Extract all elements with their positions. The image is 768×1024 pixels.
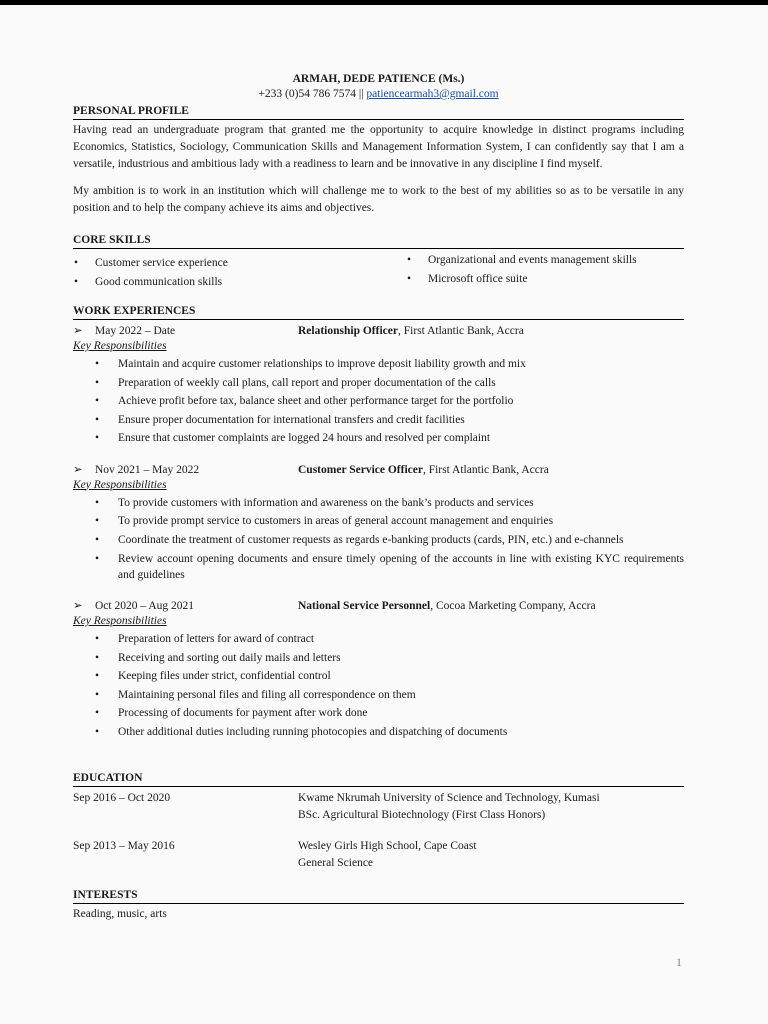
key-responsibilities-label: Key Responsibilities [73, 615, 167, 627]
resume-page [73, 72, 684, 923]
phone-number: +233 (0)54 786 7574 || [258, 88, 364, 100]
responsibility-item: • Coordinate the treatment of customer requests as regards e-banking products (cards, PIN, etc.) and e-channels [73, 531, 684, 550]
responsibility-item: • Preparation of weekly call plans, call report and proper documentation of the calls [73, 374, 684, 393]
education-detail: General Science [298, 857, 374, 869]
responsibility-item: • Keeping files under strict, confidential control [73, 667, 684, 686]
profile-paragraph: My ambition is to work in an institution which will challenge me to work to the best of my abilities so as to be versatile in any position and to help the company achieve its aims and objectives. [73, 185, 684, 214]
job-role: Relationship Officer [298, 325, 398, 337]
education-school: Wesley Girls High School, Cape Coast [298, 840, 477, 852]
responsibility-item: • Maintaining personal files and filing all correspondence on them [73, 686, 684, 705]
skills-list [73, 254, 684, 292]
arrow-bullet-icon: ➢ [73, 463, 83, 476]
education-date: Sep 2016 – Oct 2020 [73, 792, 171, 804]
responsibility-item: • Other additional duties including running photocopies and dispatching of documents [73, 723, 684, 742]
contact-line [73, 87, 684, 102]
responsibility-item: • Maintain and acquire customer relationships to improve deposit liability growth and mix [73, 355, 684, 374]
key-responsibilities-label: Key Responsibilities [73, 478, 167, 491]
job-org: , First Atlantic Bank, Accra [422, 463, 549, 476]
arrow-bullet-icon: ➢ [73, 325, 83, 337]
education-entry [73, 790, 684, 824]
responsibility-item: • Preparation of letters for award of contract [73, 630, 684, 649]
top-border [0, 0, 768, 5]
responsibility-item: • Processing of documents for payment after work done [73, 704, 684, 723]
page-number: 1 [676, 955, 682, 969]
arrow-bullet-icon: ➢ [73, 600, 83, 612]
responsibility-item: • Review account opening documents and ensure timely opening of the accounts in line with existing KYC requirements and guidelines [73, 549, 684, 584]
job-org: , First Atlantic Bank, Accra [397, 325, 524, 337]
responsibility-item: • To provide customers with information and awareness on the bank’s products and services [73, 494, 684, 513]
job-entry [73, 598, 684, 741]
job-date: May 2022 – Date [95, 325, 176, 337]
education-detail: BSc. Agricultural Biotechnology (First Class Honors) [298, 809, 546, 821]
skill-item: • Microsoft office suite [406, 270, 637, 289]
responsibility-item: • To provide prompt service to customers in areas of general account management and enquiries [73, 512, 684, 531]
candidate-name: ARMAH, DEDE PATIENCE (Ms.) [292, 73, 465, 85]
job-role: Customer Service Officer [298, 463, 423, 476]
skills-heading: CORE SKILLS [73, 233, 684, 249]
education-school: Kwame Nkrumah University of Science and Technology, Kumasi [298, 792, 600, 804]
responsibility-item: • Achieve profit before tax, balance sheet and other performance target for the portfolio [73, 392, 684, 411]
job-date: Oct 2020 – Aug 2021 [95, 600, 195, 612]
job-entry [73, 323, 684, 448]
profile-paragraph: Having read an undergraduate program that granted me the opportunity to acquire knowledge in distinct programs including Economics, Statistics, Sociology, Communication Skills and Management Information System, I can confidently say that I am a versatile, industrious and ambitious lady with a readiness to learn and be innovative in any discipline I find myself. [73, 124, 684, 170]
skill-item: • Customer service experience [73, 254, 406, 273]
responsibility-item: • Receiving and sorting out daily mails and letters [73, 649, 684, 668]
interests-heading: INTERESTS [73, 888, 684, 904]
interests-text: Reading, music, arts [73, 908, 167, 920]
job-role: National Service Personnel [298, 600, 431, 612]
education-heading: EDUCATION [73, 771, 684, 787]
job-org: , Cocoa Marketing Company, Accra [430, 600, 596, 612]
education-date: Sep 2013 – May 2016 [73, 840, 175, 852]
job-entry [73, 462, 684, 585]
key-responsibilities-label: Key Responsibilities [73, 340, 167, 352]
education-entry [73, 838, 684, 872]
profile-heading: PERSONAL PROFILE [73, 104, 684, 120]
responsibility-item: • Ensure that customer complaints are logged 24 hours and resolved per complaint [73, 429, 684, 448]
skill-item: • Good communication skills [73, 273, 406, 292]
skill-item: • Organizational and events management skills [406, 251, 637, 270]
email-link[interactable]: patiencearmah3@gmail.com [366, 88, 499, 100]
job-date: Nov 2021 – May 2022 [95, 463, 200, 476]
responsibility-item: • Ensure proper documentation for international transfers and credit facilities [73, 411, 684, 430]
work-heading: WORK EXPERIENCES [73, 304, 684, 320]
